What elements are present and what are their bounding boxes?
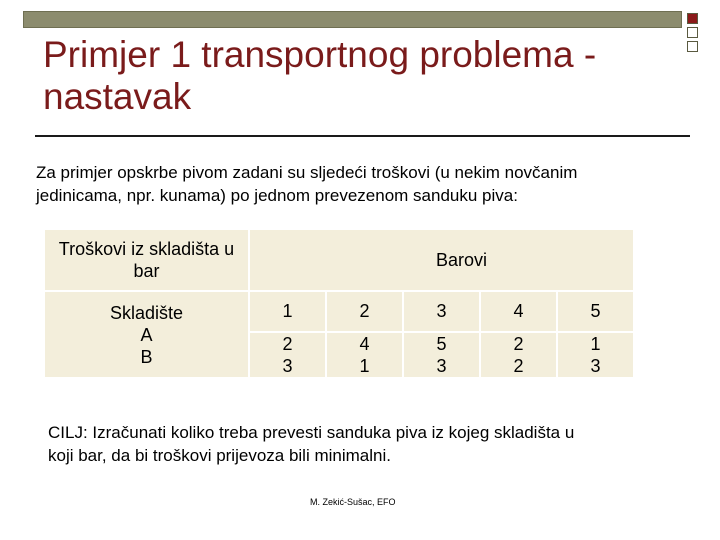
goal-line-1: CILJ: Izračunati koliko treba prevesti sanduka piva iz kojeg skladišta u	[48, 423, 575, 442]
title-divider	[35, 135, 690, 137]
cost-b: 3	[282, 356, 293, 376]
table-corner-label	[45, 230, 248, 290]
cost-b: 2	[513, 356, 524, 376]
bars-header	[250, 230, 633, 290]
title-line-2: nastavak	[43, 76, 192, 117]
cost-cell	[481, 333, 556, 377]
top-decor-bar	[23, 11, 682, 28]
goal-line-2: koji bar, da bi troškovi prijevoza bili minimalni.	[48, 446, 391, 465]
intro-line-1: Za primjer opskrbe pivom zadani su sljedeći troškovi (u nekim novčanim	[36, 163, 578, 182]
cost-a: 2	[513, 334, 524, 354]
intro-line-2: jedinicama, npr. kunama) po jednom prevezenom sanduku piva:	[36, 186, 518, 205]
bar-number: 3	[404, 292, 479, 331]
warehouse-a-label: A	[140, 324, 153, 345]
cost-cell	[327, 333, 402, 377]
corner-label-line-2: bar	[133, 261, 160, 281]
cost-a: 4	[359, 334, 370, 354]
corner-square-outline	[687, 41, 698, 52]
cost-b: 1	[359, 356, 370, 376]
cost-a: 2	[282, 334, 293, 354]
warehouse-label: Skladište	[109, 302, 184, 323]
cost-a: 5	[436, 334, 447, 354]
bar-number: 4	[481, 292, 556, 331]
corner-label-line-1: Troškovi iz skladišta u	[58, 239, 235, 259]
bar-number: 5	[558, 292, 633, 331]
cost-cell	[558, 333, 633, 377]
warehouse-header	[45, 292, 248, 377]
corner-square-filled	[687, 13, 698, 24]
intro-text	[36, 161, 686, 207]
cost-b: 3	[436, 356, 447, 376]
cost-b: 3	[590, 356, 601, 376]
cost-table	[43, 228, 635, 379]
cost-a: 1	[590, 334, 601, 354]
corner-square-outline	[687, 27, 698, 38]
footer-author: M. Zekić-Sušac, EFO	[310, 497, 396, 507]
cost-cell	[404, 333, 479, 377]
bar-number: 2	[327, 292, 402, 331]
bars-label: Barovi	[435, 250, 488, 270]
warehouse-b-label: B	[140, 346, 153, 367]
slide-title	[43, 34, 683, 118]
title-line-1: Primjer 1 transportnog problema -	[43, 34, 597, 75]
bar-number: 1	[250, 292, 325, 331]
goal-text	[48, 421, 688, 467]
cost-cell	[250, 333, 325, 377]
